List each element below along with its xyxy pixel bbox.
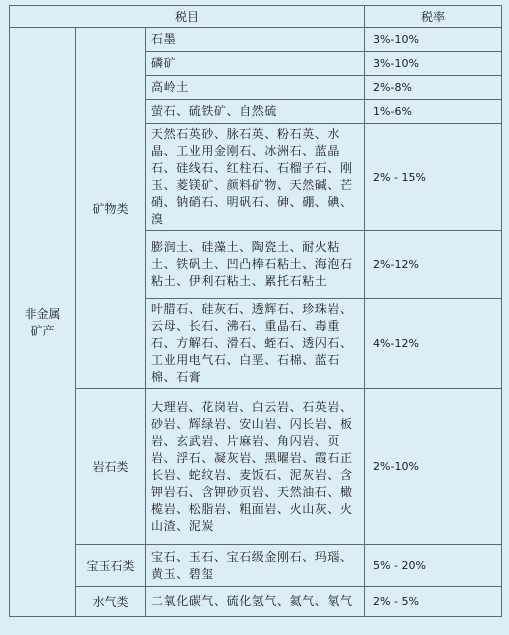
group-cell: 岩石类 — [76, 389, 146, 545]
rate-cell: 2%-8% — [365, 76, 502, 100]
rate-cell: 1%-6% — [365, 100, 502, 124]
rate-cell: 2% - 5% — [365, 587, 502, 617]
rate-cell: 5% - 20% — [365, 545, 502, 587]
category-cell: 非金属矿产 — [10, 28, 76, 617]
item-cell: 天然石英砂、脉石英、粉石英、水晶、工业用金刚石、冰洲石、蓝晶石、硅线石、红柱石、石榴子石、刚玉、菱镁矿、颜料矿物、天然碱、芒硝、钠硝石、明矾石、砷、硼、碘、溴 — [146, 124, 365, 231]
rate-cell: 4%-12% — [365, 299, 502, 389]
rate-cell: 3%-10% — [365, 28, 502, 52]
group-cell: 宝玉石类 — [76, 545, 146, 587]
tax-rate-table — [9, 5, 502, 617]
group-cell: 水气类 — [76, 587, 146, 617]
item-cell: 宝石、玉石、宝石级金刚石、玛瑙、黄玉、碧玺 — [146, 545, 365, 587]
header-item: 税目 — [10, 6, 365, 28]
rate-cell: 2%-12% — [365, 231, 502, 299]
table-row — [10, 545, 502, 587]
item-cell: 萤石、硫铁矿、自然硫 — [146, 100, 365, 124]
item-cell: 石墨 — [146, 28, 365, 52]
item-cell: 磷矿 — [146, 52, 365, 76]
rate-cell: 3%-10% — [365, 52, 502, 76]
table-header-row — [10, 6, 502, 28]
rate-cell: 2% - 15% — [365, 124, 502, 231]
item-cell: 大理岩、花岗岩、白云岩、石英岩、砂岩、辉绿岩、安山岩、闪长岩、板岩、玄武岩、片麻岩、角闪岩、页岩、浮石、凝灰岩、黑曜岩、霞石正长岩、蛇纹岩、麦饭石、泥灰岩、含钾岩石、含钾砂页岩、天然油石、橄榄岩、松脂岩、粗面岩、火山灰、火山渣、泥炭 — [146, 389, 365, 545]
item-cell: 叶腊石、硅灰石、透辉石、珍珠岩、云母、长石、沸石、重晶石、毒重石、方解石、滑石、蛭石、透闪石、工业用电气石、白垩、石棉、蓝石棉、石膏 — [146, 299, 365, 389]
tax-table-container — [9, 5, 502, 617]
item-cell: 高岭土 — [146, 76, 365, 100]
table-row — [10, 28, 502, 52]
table-row — [10, 587, 502, 617]
item-cell: 二氧化碳气、硫化氢气、氦气、氡气 — [146, 587, 365, 617]
item-cell: 膨润土、硅藻土、陶瓷土、耐火粘土、铁矾土、凹凸棒石粘土、海泡石粘土、伊利石粘土、累托石粘土 — [146, 231, 365, 299]
header-rate: 税率 — [365, 6, 502, 28]
group-cell: 矿物类 — [76, 28, 146, 389]
table-row — [10, 389, 502, 545]
rate-cell: 2%-10% — [365, 389, 502, 545]
